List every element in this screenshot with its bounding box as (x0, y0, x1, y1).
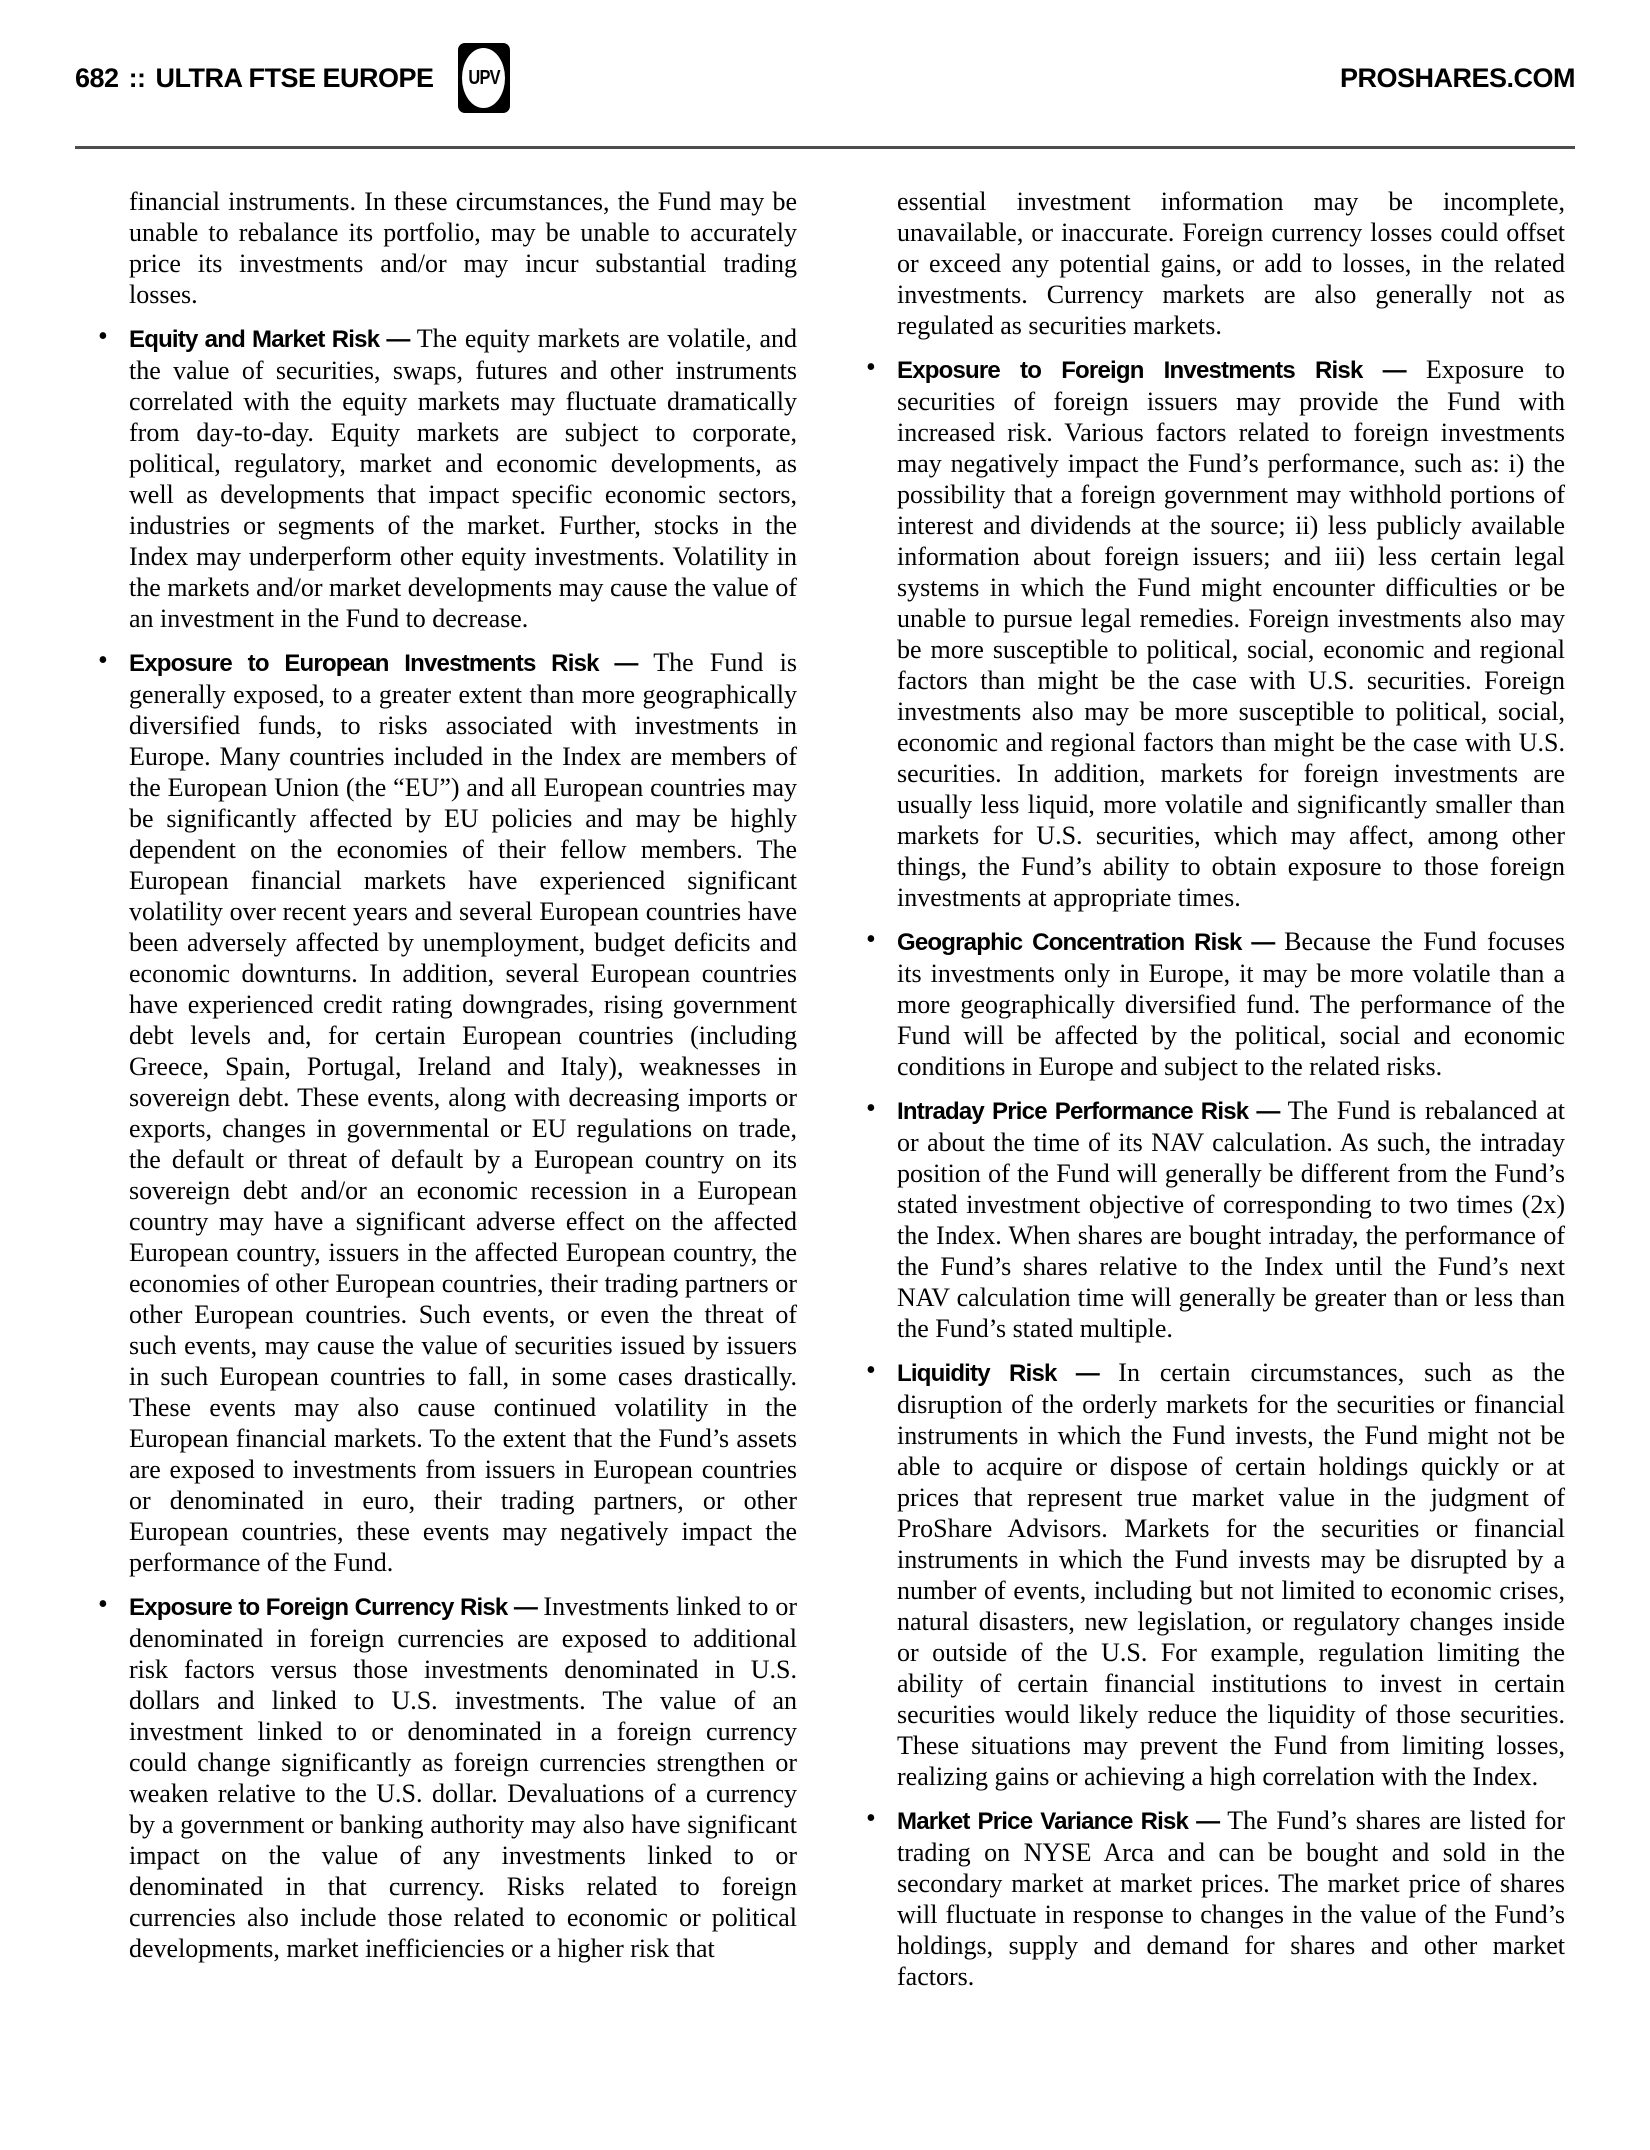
paragraph-text (129, 186, 797, 310)
bullet-icon: • (98, 645, 108, 676)
paragraph-text (897, 354, 1565, 913)
left-column (95, 186, 797, 2005)
risk-item-liquidity (863, 1357, 1565, 1792)
body-text: The Fund’s shares are listed for trading on NYSE Arca and can be bought and sold in the secondary market at market prices. The market price of shares will fluctuate in response to changes in the value of the Fund’s holdings, supply and demand for shares and other market factors. (897, 1806, 1565, 1991)
header-rule (75, 146, 1575, 149)
paragraph-text (129, 647, 797, 1578)
risk-item-equity-and-market (95, 323, 797, 634)
body-text: essential investment information may be incomplete, unavailable, or inaccurate. Foreign currency losses could offset or exceed any potential gains, or add to losses, in the related investments. Currency markets are also generally not as regulated as securities markets. (897, 187, 1565, 340)
header-separator: :: (128, 62, 146, 93)
bullet-icon: • (98, 1589, 108, 1620)
paragraph-text (129, 1591, 797, 1964)
risk-item-european-investments (95, 647, 797, 1578)
risk-heading: Market Price Variance Risk — (897, 1808, 1228, 1835)
bullet-icon: • (866, 1093, 876, 1124)
body-text: Exposure to securities of foreign issuers may provide the Fund with increased risk. Various factors related to foreign investments may negatively impact the Fund’s performance, such as: i) the possibility that a foreign government may withhold portions of interest and dividends at the source; ii) less publicly available information about foreign issuers; and iii) less certain legal systems in which the Fund might encounter difficulties or be unable to pursue legal remedies. Foreign investments also may be more susceptible to political, social, economic and regional factors than might be the case with U.S. securities. Foreign investments also may be more susceptible to political, social, economic and regional factors than might be the case with U.S. securities. In addition, markets for foreign investments are usually less liquid, more volatile and significantly smaller than markets for U.S. securities, which may affect, among other things, the Fund’s ability to obtain exposure to those foreign investments at appropriate times. (897, 355, 1566, 912)
site-url: PROSHARES.COM (1339, 62, 1575, 93)
risk-item-foreign-investments (863, 354, 1565, 913)
page-number: 682 (75, 62, 119, 93)
risk-item-market-price-variance (863, 1805, 1565, 1992)
risk-heading: Intraday Price Performance Risk — (897, 1098, 1288, 1125)
body-text: Because the Fund focuses its investments only in Europe, it may be more volatile than a more geographically diversified fund. The performance of the Fund will be affected by the political, social and economic conditions in Europe and subject to the related risks. (897, 927, 1565, 1081)
risk-heading: Exposure to European Investments Risk — (129, 650, 654, 677)
risk-heading: Exposure to Foreign Investments Risk — (897, 357, 1426, 384)
body-text: financial instruments. In these circumstances, the Fund may be unable to rebalance its portfolio, may be unable to accurately price its investments and/or may incur substantial trading losses. (129, 187, 797, 309)
body-text: In certain circumstances, such as the disruption of the orderly markets for the securities or financial instruments in which the Fund invests, the Fund might not be able to acquire or dispose of certain holdings quickly or at prices that represent true market value in the judgment of ProShare Advisors. Markets for the securities or financial instruments in which the Fund invests may be disrupted by a number of events, including but not limited to economic crises, natural disasters, new legislation, or regulatory changes inside or outside of the U.S. For example, regulation limiting the ability of certain financial institutions to invest in certain securities would likely reduce the liquidity of those securities. These situations may prevent the Fund from limiting losses, realizing gains or achieving a high correlation with the Index. (897, 1358, 1565, 1791)
bullet-icon: • (866, 924, 876, 955)
paragraph-text (897, 926, 1565, 1082)
paragraph-text (897, 186, 1565, 341)
bullet-icon: • (866, 352, 876, 383)
body-text: The Fund is rebalanced at or about the time of its NAV calculation. As such, the intraday position of the Fund will generally be different from the Fund’s stated investment objective of corresponding to two times (2x) the Index. When shares are bought intraday, the performance of the Fund’s shares relative to the Index until the Fund’s next NAV calculation time will generally be greater than or less than the Fund’s stated multiple. (897, 1096, 1566, 1343)
paragraph-text (897, 1357, 1565, 1792)
risk-item-foreign-currency (95, 1591, 797, 1964)
bullet-icon: • (866, 1803, 876, 1834)
risk-item-geographic-concentration (863, 926, 1565, 1082)
page-number-and-fund-title (75, 63, 434, 94)
body-text: The Fund is generally exposed, to a greater extent than more geographically diversified funds, to risks associated with investments in Europe. Many countries included in the Index are members of the European Union (the “EU”) and all European countries may be significantly affected by EU policies and may be highly dependent on the economies of their fellow members. The European financial markets have experienced significant volatility over recent years and several European countries have been adversely affected by unemployment, budget deficits and economic downturns. In addition, several European countries have experienced credit rating downgrades, rising government debt levels and, for certain European countries (including Greece, Spain, Portugal, Ireland and Italy), weaknesses in sovereign debt. These events, along with decreasing imports or exports, changes in governmental or EU regulations on trade, the default or threat of default by a European country on its sovereign debt and/or an economic recession in a European country may have a significant adverse effect on the affected European country, issuers in the affected European country, the economies of other European countries, their trading partners or other European countries. Such events, or even the threat of such events, may cause the value of securities issued by issuers in such European countries to fall, in some cases drastically. These events may also cause continued volatility in the European financial markets. To the extent that the Fund’s assets are exposed to investments from issuers in European countries or denominated in euro, their trading partners, or other European countries, these events may negatively impact the performance of the Fund. (129, 648, 797, 1577)
ticker-oval-icon (462, 48, 505, 108)
paragraph-text (897, 1805, 1565, 1992)
bullet-icon: • (866, 1355, 876, 1386)
text-columns (95, 186, 1565, 2005)
risk-item-intraday-price-performance (863, 1095, 1565, 1344)
fund-ticker-logo (458, 43, 510, 113)
paragraph-continuation (863, 186, 1565, 341)
right-column (863, 186, 1565, 2005)
risk-heading: Liquidity Risk — (897, 1360, 1119, 1387)
risk-heading: Equity and Market Risk — (129, 326, 417, 353)
header-left (75, 43, 510, 113)
risk-heading: Geographic Concentration Risk — (897, 929, 1285, 956)
risk-heading: Exposure to Foreign Currency Risk — (129, 1594, 544, 1621)
paragraph-text (897, 1095, 1565, 1344)
paragraph-continuation (95, 186, 797, 310)
bullet-icon: • (98, 321, 108, 352)
fund-name: ULTRA FTSE EUROPE (155, 62, 434, 93)
paragraph-text (129, 323, 797, 634)
ticker-label: UPV (467, 66, 500, 89)
page-header (75, 40, 1575, 116)
body-text: Investments linked to or denominated in foreign currencies are exposed to additional risk factors versus those investments denominated in U.S. dollars and linked to U.S. investments. The value of an investment linked to or denominated in a foreign currency could change significantly as foreign currencies strengthen or weaken relative to the U.S. dollar. Devaluations of a currency by a government or banking authority may also have significant impact on the value of any investments linked to or denominated in that currency. Risks related to foreign currencies also include those related to economic or political developments, market inefficiencies or a higher risk that (129, 1592, 797, 1963)
body-text: The equity markets are volatile, and the value of securities, swaps, futures and other instruments correlated with the equity markets may fluctuate dramatically from day-to-day. Equity markets are subject to corporate, political, regulatory, market and economic developments, as well as developments that impact specific economic sectors, industries or segments of the market. Further, stocks in the Index may underperform other equity investments. Volatility in the markets and/or market developments may cause the value of an investment in the Fund to decrease. (129, 324, 797, 633)
